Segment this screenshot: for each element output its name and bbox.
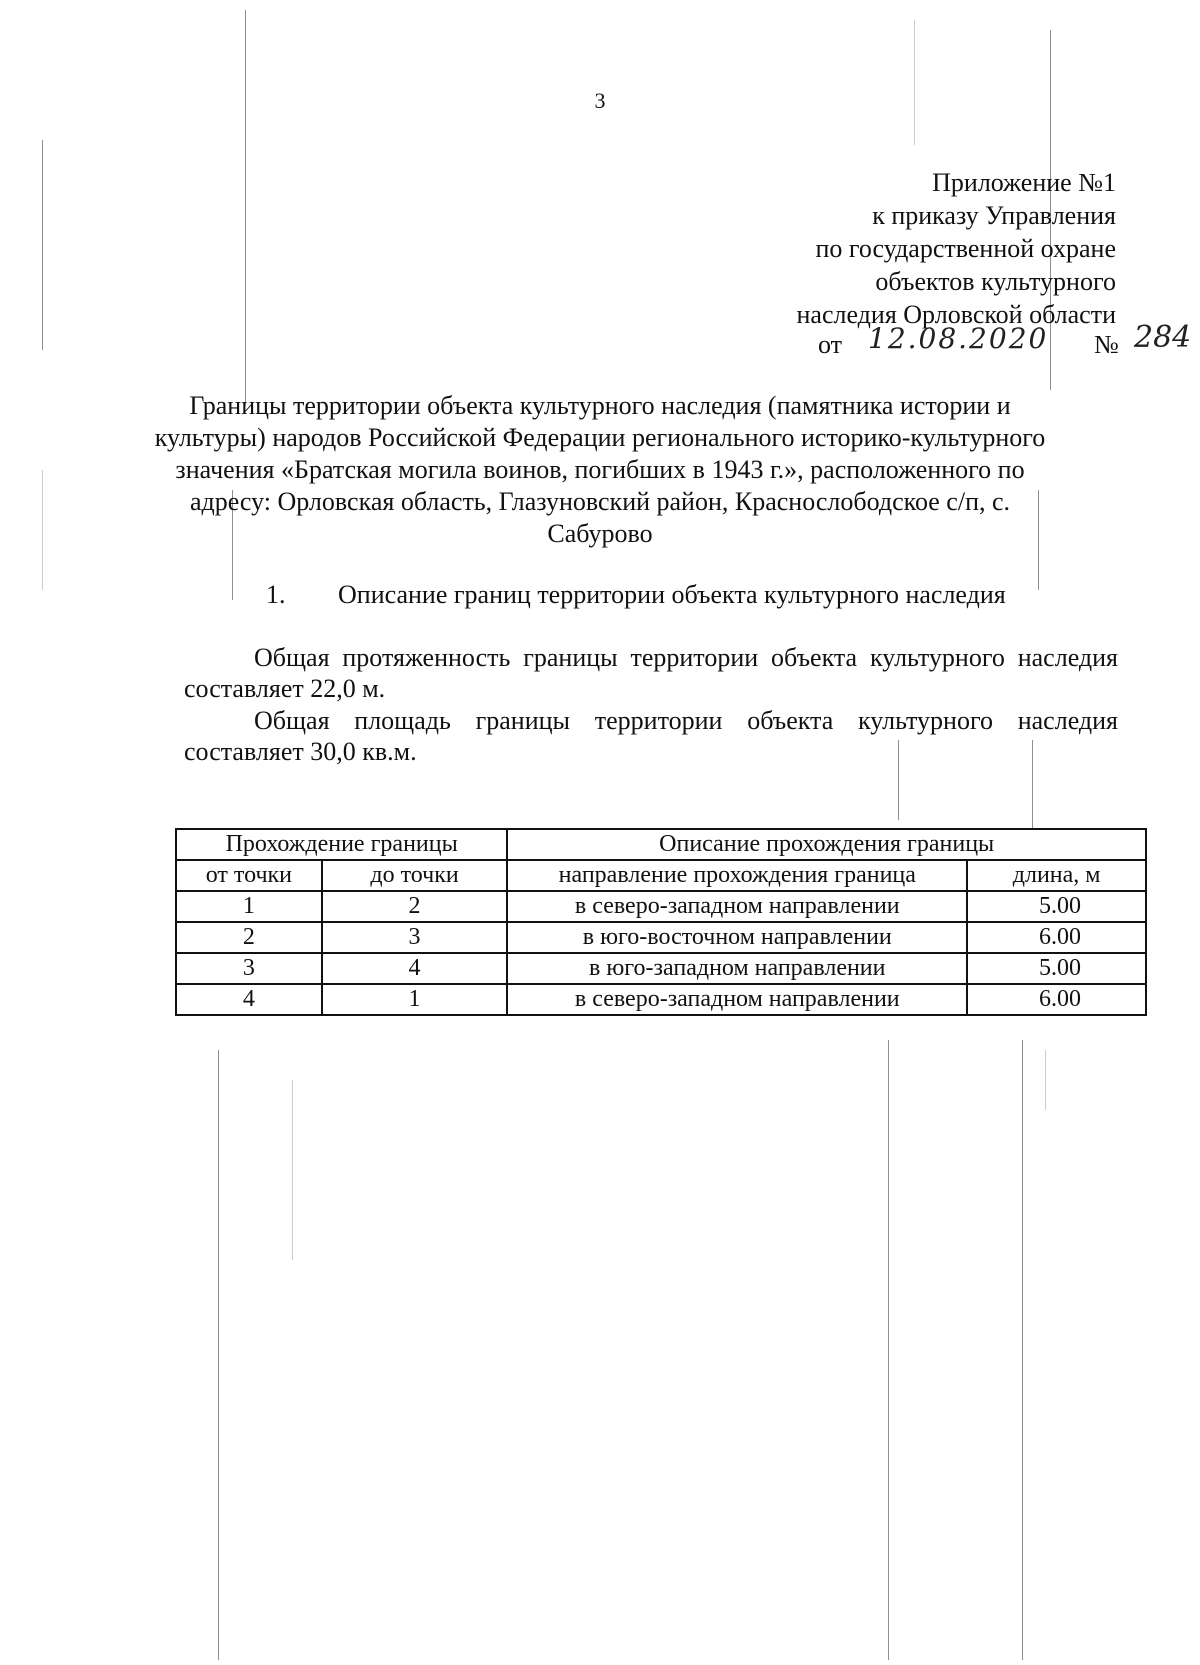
area-paragraph: Общая площадь границы территории объекта культурного наследия составляет 30,0 кв.м. [184, 706, 1118, 766]
cell-direction: в юго-западном направлении [507, 953, 967, 984]
table-row [176, 953, 1146, 984]
page-number: 3 [594, 88, 606, 113]
cell-from-point: 2 [176, 922, 322, 953]
column-header-length: длина, м [967, 860, 1146, 891]
appendix-line: Приложение №1 [932, 168, 1116, 197]
scan-artifact-line [292, 1080, 293, 1260]
cell-direction: в юго-восточном направлении [507, 922, 967, 953]
section-number: 1. [266, 580, 286, 609]
group-header-boundary-passage: Прохождение границы [176, 829, 507, 860]
length-paragraph: Общая протяженность границы территории объекта культурного наследия составляет 22,0 м. [184, 643, 1118, 703]
scan-artifact-line [42, 140, 43, 350]
cell-from-point: 1 [176, 891, 322, 922]
table-group-header-row [176, 829, 1146, 860]
cell-direction: в северо-западном направлении [507, 984, 967, 1015]
cell-length: 5.00 [967, 891, 1146, 922]
scan-artifact-line [42, 470, 43, 590]
table-row [176, 891, 1146, 922]
appendix-line: по государственной охране [815, 234, 1116, 263]
cell-to-point: 3 [322, 922, 508, 953]
table-row [176, 922, 1146, 953]
cell-length: 6.00 [967, 984, 1146, 1015]
section-heading [266, 580, 1056, 610]
scan-artifact-line [1045, 1050, 1046, 1110]
scan-artifact-line [218, 1050, 219, 1660]
handwritten-number: 284 [1134, 320, 1192, 355]
appendix-line: наследия Орловской области [796, 300, 1116, 329]
table-column-header-row [176, 860, 1146, 891]
cell-from-point: 4 [176, 984, 322, 1015]
date-prefix: от [818, 330, 843, 359]
appendix-block [797, 166, 1116, 331]
appendix-line: к приказу Управления [872, 201, 1116, 230]
table-row [176, 984, 1146, 1015]
column-header-direction: направление прохождения граница [507, 860, 967, 891]
appendix-line: объектов культурного [875, 267, 1116, 296]
cell-direction: в северо-западном направлении [507, 891, 967, 922]
scan-artifact-line [245, 10, 246, 405]
column-header-from-point: от точки [176, 860, 322, 891]
order-date-number-line [818, 320, 1192, 364]
number-prefix: № [1094, 330, 1119, 359]
scan-artifact-line [914, 20, 915, 145]
scan-artifact-line [888, 1040, 889, 1660]
cell-length: 6.00 [967, 922, 1146, 953]
cell-to-point: 2 [322, 891, 508, 922]
scan-artifact-line [1022, 1040, 1023, 1660]
boundary-table [175, 828, 1147, 1016]
document-title: Границы территории объекта культурного наследия (памятника истории и культуры) народов Российской Федерации регионального историко-культурного значения «Братская могила воинов, погибших в 1943 г.», расположенного по адресу: Орловская область, Глазуновский район, Краснослободское с/п, с. Сабурово [154, 391, 1046, 548]
cell-to-point: 4 [322, 953, 508, 984]
section-heading-text: Описание границ территории объекта культурного наследия [338, 580, 1006, 609]
group-header-boundary-description: Описание прохождения границы [507, 829, 1146, 860]
cell-from-point: 3 [176, 953, 322, 984]
cell-length: 5.00 [967, 953, 1146, 984]
handwritten-date: 12.08.2020 [868, 322, 1049, 355]
cell-to-point: 1 [322, 984, 508, 1015]
column-header-to-point: до точки [322, 860, 508, 891]
